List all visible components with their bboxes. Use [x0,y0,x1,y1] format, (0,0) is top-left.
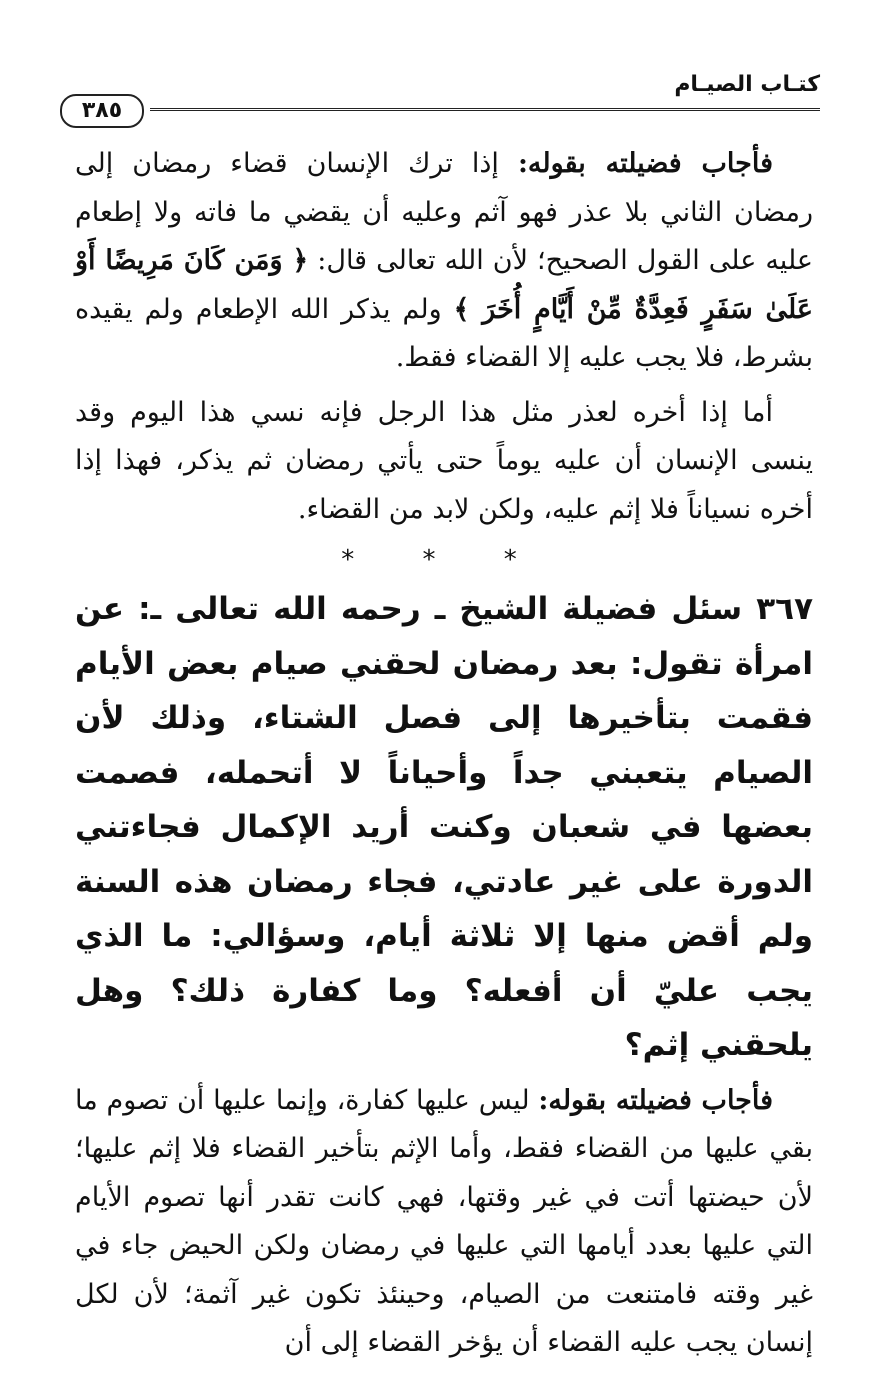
answer-text-3: ليس عليها كفارة، وإنما عليها أن تصوم ما بقي عليها من القضاء فقط، وأما الإثم بتأخير القضاء فلا إثم عليها؛ لأن حيضتها أتت في غير وقتها، فهي كانت تقدر أنها تصوم الأيام التي عليها بعدد أيامها التي عليها في رمضان ولكن الحيض جاء في غير وقته فامتنعت من الصيام، وحينئذ تكون غير آثمة؛ لأن لكل إنسان يجب عليه القضاء أن يؤخر القضاء إلى أن [75,1084,813,1358]
quran-verse: ﴿ وَمَن كَانَ مَرِيضًا أَوْ عَلَىٰ سَفَرٍ فَعِدَّةٌ مِّنْ أَيَّامٍ أُخَرَ ﴾ [75,245,813,325]
answer-text-part-2: ولم يذكر الله الإطعام ولم يقيده بشرط، فلا يجب عليه إلا القضاء فقط. [75,293,813,373]
page-content [75,140,813,1374]
section-separator: * * * [341,545,547,575]
header-rule [150,108,820,111]
answer-text-part-1: إذا ترك الإنسان قضاء رمضان إلى رمضان الثاني بلا عذر فهو آثم وعليه أن يقضي ما فاته ولا إطعام عليه على القول الصحيح؛ لأن الله تعالى قال: [75,148,813,276]
answer-lead: فأجاب فضيلته بقوله: [517,148,773,179]
answer-lead-2: فأجاب فضيلته بقوله: [538,1084,773,1116]
page-header [60,70,820,130]
answer-paragraph-3 [75,1077,813,1368]
question-paragraph: ٣٦٧ سئل فضيلة الشيخ ـ رحمه الله تعالى ـ: عن امرأة تقول: بعد رمضان لحقني صيام بعض الأيام فقمت بتأخيرها إلى فصل الشتاء، وذلك لأن الصيام يتعبني جداً وأحياناً لا أتحمله، فصمت بعضها في شعبان وكنت أريد الإكمال فجاءتني الدورة على غير عادتي، فجاء رمضان هذه السنة ولم أقض منها إلا ثلاثة أيام، وسؤالي: ما الذي يجب عليّ أن أفعله؟ وما كفارة ذلك؟ وهل يلحقني إثم؟ [75,591,813,1063]
answer-paragraph-1 [75,140,813,383]
answer-paragraph-2: أما إذا أخره لعذر مثل هذا الرجل فإنه نسي هذا اليوم وقد ينسى الإنسان أن عليه يوماً حتى يأتي رمضان ثم يذكر، فهذا إذا أخره نسياناً فلا إثم عليه، ولكن لابد من القضاء. [75,396,813,525]
running-title: كتـاب الصيـام [674,72,820,97]
page-number: ٣٨٥ [60,94,144,128]
